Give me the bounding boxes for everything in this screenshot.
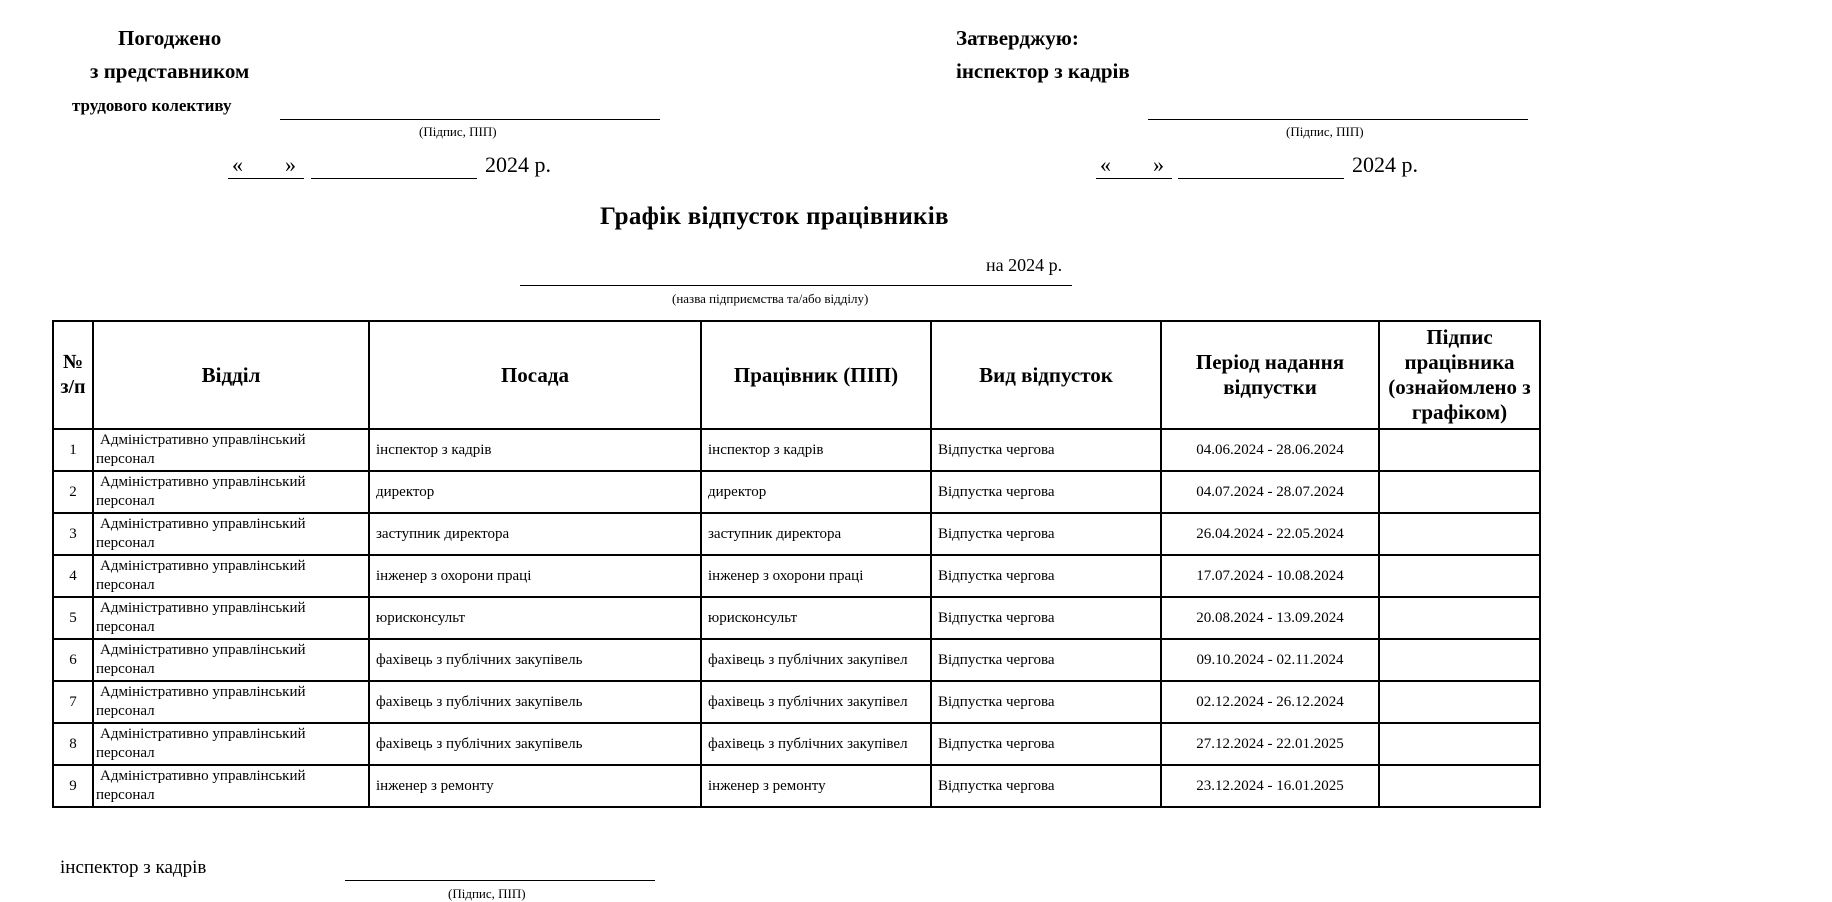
department-cell bbox=[93, 639, 369, 681]
table-row bbox=[53, 723, 1540, 765]
row-number-cell: 2 bbox=[53, 471, 93, 513]
page-title: Графік відпусток працівників bbox=[600, 203, 949, 230]
position-cell: директор bbox=[369, 471, 701, 513]
header-number: № з/п bbox=[53, 321, 93, 429]
table-row bbox=[53, 765, 1540, 807]
department-line1: Адміністративно управлінський bbox=[100, 684, 306, 700]
department-line1: Адміністративно управлінський bbox=[100, 558, 306, 574]
department-line2: персонал bbox=[96, 577, 155, 593]
approval-left-signature-caption: (Підпис, ПІП) bbox=[419, 124, 497, 139]
header-department: Відділ bbox=[93, 321, 369, 429]
row-number-cell: 9 bbox=[53, 765, 93, 807]
org-name-line[interactable] bbox=[520, 285, 1072, 286]
employee-cell: заступник директора bbox=[701, 513, 931, 555]
row-number-cell: 7 bbox=[53, 681, 93, 723]
department-cell bbox=[93, 429, 369, 471]
approval-left-signature-line[interactable] bbox=[280, 119, 660, 120]
department-cell bbox=[93, 513, 369, 555]
position-cell: фахівець з публічних закупівель bbox=[369, 639, 701, 681]
approval-right-date-open: « bbox=[1100, 152, 1111, 177]
period-cell: 09.10.2024 - 02.11.2024 bbox=[1161, 639, 1379, 681]
department-line1: Адміністративно управлінський bbox=[100, 726, 306, 742]
approval-right-line2: інспектор з кадрів bbox=[956, 59, 1130, 83]
position-cell: інженер з охорони праці bbox=[369, 555, 701, 597]
leave-type-cell: Відпустка чергова bbox=[931, 471, 1161, 513]
period-cell: 20.08.2024 - 13.09.2024 bbox=[1161, 597, 1379, 639]
employee-signature-cell[interactable] bbox=[1379, 555, 1540, 597]
approval-left-date-close: » bbox=[285, 152, 296, 177]
employee-signature-cell[interactable] bbox=[1379, 597, 1540, 639]
department-line2: персонал bbox=[96, 745, 155, 761]
approval-left-month-line[interactable] bbox=[311, 178, 477, 179]
department-line1: Адміністративно управлінський bbox=[100, 600, 306, 616]
leave-type-cell: Відпустка чергова bbox=[931, 429, 1161, 471]
approval-left-year: 2024 р. bbox=[485, 152, 551, 177]
leave-type-cell: Відпустка чергова bbox=[931, 555, 1161, 597]
table-header-row bbox=[53, 321, 1540, 429]
leave-type-cell: Відпустка чергова bbox=[931, 597, 1161, 639]
table-row bbox=[53, 429, 1540, 471]
department-line2: персонал bbox=[96, 493, 155, 509]
employee-signature-cell[interactable] bbox=[1379, 513, 1540, 555]
position-cell: інженер з ремонту bbox=[369, 765, 701, 807]
header-period: Період надання відпустки bbox=[1161, 321, 1379, 429]
header-signature: Підпис працівника (ознайомлено з графіком) bbox=[1379, 321, 1540, 429]
table-row bbox=[53, 681, 1540, 723]
approval-right-day-line[interactable] bbox=[1096, 178, 1172, 179]
department-line2: персонал bbox=[96, 619, 155, 635]
approval-left-day-line[interactable] bbox=[228, 178, 304, 179]
employee-signature-cell[interactable] bbox=[1379, 429, 1540, 471]
employee-signature-cell[interactable] bbox=[1379, 471, 1540, 513]
department-cell bbox=[93, 555, 369, 597]
department-line2: персонал bbox=[96, 787, 155, 803]
position-cell: юрисконсульт bbox=[369, 597, 701, 639]
employee-signature-cell[interactable] bbox=[1379, 765, 1540, 807]
department-line1: Адміністративно управлінський bbox=[100, 768, 306, 784]
employee-cell: фахівець з публічних закупівел bbox=[701, 723, 931, 765]
period-cell: 04.06.2024 - 28.06.2024 bbox=[1161, 429, 1379, 471]
approval-left-line1: Погоджено bbox=[118, 26, 222, 50]
approval-right-line1: Затверджую: bbox=[956, 26, 1079, 50]
period-cell: 02.12.2024 - 26.12.2024 bbox=[1161, 681, 1379, 723]
employee-cell: юрисконсульт bbox=[701, 597, 931, 639]
position-cell: фахівець з публічних закупівель bbox=[369, 681, 701, 723]
employee-cell: фахівець з публічних закупівел bbox=[701, 639, 931, 681]
period-cell: 26.04.2024 - 22.05.2024 bbox=[1161, 513, 1379, 555]
table-row bbox=[53, 513, 1540, 555]
employee-cell: директор bbox=[701, 471, 931, 513]
leave-type-cell: Відпустка чергова bbox=[931, 681, 1161, 723]
header-leave-type: Вид відпусток bbox=[931, 321, 1161, 429]
leave-type-cell: Відпустка чергова bbox=[931, 723, 1161, 765]
row-number-cell: 8 bbox=[53, 723, 93, 765]
row-number-cell: 1 bbox=[53, 429, 93, 471]
department-line2: персонал bbox=[96, 451, 155, 467]
footer-signature-caption: (Підпис, ПІП) bbox=[448, 886, 526, 901]
period-cell: 27.12.2024 - 22.01.2025 bbox=[1161, 723, 1379, 765]
vacation-schedule-table bbox=[52, 320, 1541, 808]
department-cell bbox=[93, 765, 369, 807]
footer-signature-line[interactable] bbox=[345, 880, 655, 881]
for-year-label: на 2024 р. bbox=[986, 255, 1063, 275]
department-line2: персонал bbox=[96, 535, 155, 551]
department-cell bbox=[93, 597, 369, 639]
period-cell: 17.07.2024 - 10.08.2024 bbox=[1161, 555, 1379, 597]
position-cell: заступник директора bbox=[369, 513, 701, 555]
department-line1: Адміністративно управлінський bbox=[100, 432, 306, 448]
table-row bbox=[53, 639, 1540, 681]
department-line1: Адміністративно управлінський bbox=[100, 516, 306, 532]
header-employee: Працівник (ПІП) bbox=[701, 321, 931, 429]
row-number-cell: 3 bbox=[53, 513, 93, 555]
department-cell bbox=[93, 681, 369, 723]
table-row bbox=[53, 555, 1540, 597]
approval-right-year: 2024 р. bbox=[1352, 152, 1418, 177]
leave-type-cell: Відпустка чергова bbox=[931, 765, 1161, 807]
employee-cell: інженер з ремонту bbox=[701, 765, 931, 807]
department-cell bbox=[93, 471, 369, 513]
leave-type-cell: Відпустка чергова bbox=[931, 639, 1161, 681]
approval-right-signature-line[interactable] bbox=[1148, 119, 1528, 120]
footer-role: інспектор з кадрів bbox=[60, 857, 207, 878]
position-cell: інспектор з кадрів bbox=[369, 429, 701, 471]
row-number-cell: 5 bbox=[53, 597, 93, 639]
position-cell: фахівець з публічних закупівель bbox=[369, 723, 701, 765]
approval-left-date-open: « bbox=[232, 152, 243, 177]
table-row bbox=[53, 471, 1540, 513]
row-number-cell: 4 bbox=[53, 555, 93, 597]
employee-cell: інженер з охорони праці bbox=[701, 555, 931, 597]
approval-right-month-line[interactable] bbox=[1178, 178, 1344, 179]
department-line1: Адміністративно управлінський bbox=[100, 474, 306, 490]
row-number-cell: 6 bbox=[53, 639, 93, 681]
approval-right-signature-caption: (Підпис, ПІП) bbox=[1286, 124, 1364, 139]
approval-left-line3: трудового колективу bbox=[72, 96, 232, 115]
period-cell: 04.07.2024 - 28.07.2024 bbox=[1161, 471, 1379, 513]
period-cell: 23.12.2024 - 16.01.2025 bbox=[1161, 765, 1379, 807]
department-cell bbox=[93, 723, 369, 765]
employee-signature-cell[interactable] bbox=[1379, 681, 1540, 723]
employee-cell: інспектор з кадрів bbox=[701, 429, 931, 471]
department-line1: Адміністративно управлінський bbox=[100, 642, 306, 658]
header-position: Посада bbox=[369, 321, 701, 429]
approval-left-line2: з представником bbox=[90, 59, 250, 83]
org-name-caption: (назва підприємства та/або відділу) bbox=[672, 291, 869, 306]
leave-type-cell: Відпустка чергова bbox=[931, 513, 1161, 555]
employee-signature-cell[interactable] bbox=[1379, 639, 1540, 681]
table-row bbox=[53, 597, 1540, 639]
approval-right-date-close: » bbox=[1153, 152, 1164, 177]
department-line2: персонал bbox=[96, 661, 155, 677]
employee-signature-cell[interactable] bbox=[1379, 723, 1540, 765]
department-line2: персонал bbox=[96, 703, 155, 719]
employee-cell: фахівець з публічних закупівел bbox=[701, 681, 931, 723]
